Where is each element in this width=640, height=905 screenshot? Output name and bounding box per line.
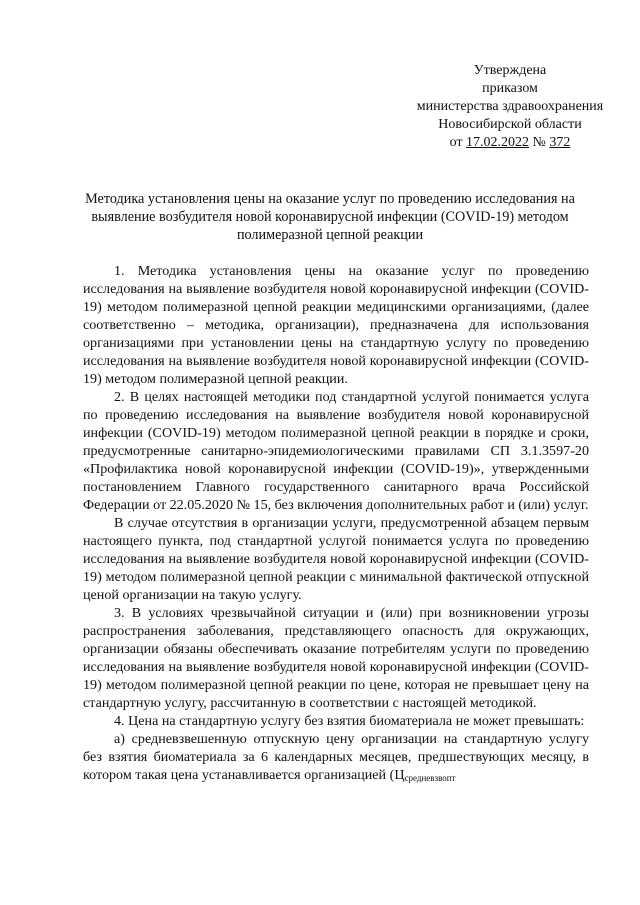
document-body	[83, 262, 589, 787]
document-title: Методика установления цены на оказание услуг по проведению исследования на выявление возбудителя новой коронавирусной инфекции (COVID-19) методом полимеразной цепной реакции	[85, 191, 575, 243]
approval-line: министерства здравоохранения	[416, 99, 604, 114]
approval-line: Новосибирской области	[438, 117, 582, 132]
paragraph: 4. Цена на стандартную услугу без взятия биоматериала не может превышать:	[114, 713, 585, 729]
paragraph: 1. Методика установления цены на оказание услуг по проведению исследования на выявление возбудителя новой коронавирусной инфекции (COVID-19) методом полимеразной цепной реакции медицинскими организациями, (далее соответственно – методика, организации), предназначена для использования организациями при установлении цены на стандартную услугу по проведению исследования на выявление возбудителя новой коронавирусной инфекции (COVID-19) методом полимеразной цепной реакции.	[83, 263, 589, 387]
paragraph-last	[83, 730, 589, 787]
paragraph: 3. В условиях чрезвычайной ситуации и (или) при возникновении угрозы распространения заболевания, представляющего опасность для окружающих, организации обязаны обеспечивать оказание потребителям услуги по проведению исследования на выявление возбудителя новой коронавирусной инфекции (COVID-19) методом полимеразной цепной реакции по цене, которая не превышает цену на стандартную услугу, рассчитанную в соответствии с настоящей методикой.	[83, 605, 589, 711]
date-prefix: от	[449, 135, 463, 150]
number-sign: №	[532, 135, 546, 150]
paragraph: В случае отсутствия в организации услуги, предусмотренной абзацем первым настоящего пункта, под стандартной услугой понимается услуга по проведению исследования на выявление возбудителя новой коронавирусной инфекции (COVID-19) методом полимеразной цепной реакции с минимальной фактической отпускной ценой организации на такую услугу.	[83, 515, 589, 603]
approval-block	[390, 62, 630, 152]
approval-date-line	[390, 134, 630, 152]
approval-line: приказом	[482, 81, 538, 96]
paragraph-text: а) средневзвешенную отпускную цену организации на стандартную услугу без взятия биоматериала за 6 календарных месяцев, предшествующих месяцу, в котором такая цена устанавливается организацией (Ц	[83, 731, 589, 783]
approval-line: Утверждена	[473, 63, 547, 78]
paragraph: 2. В целях настоящей методики под стандартной услугой понимается услуга по проведению исследования на выявление возбудителя новой коронавирусной инфекции (COVID-19) методом полимеразной цепной реакции в порядке и сроки, предусмотренные санитарно-эпидемиологическими правилами СП 3.1.3597-20 «Профилактика новой коронавирусной инфекции (COVID-19)», утвержденными постановлением Главного государственного санитарного врача Российской Федерации от 22.05.2020 № 15, без включения дополнительных работ и (или) услуг.	[83, 389, 589, 513]
approval-number: 372	[549, 135, 571, 150]
formula-subscript: средневзвопт	[404, 773, 456, 783]
approval-date: 17.02.2022	[466, 135, 530, 150]
